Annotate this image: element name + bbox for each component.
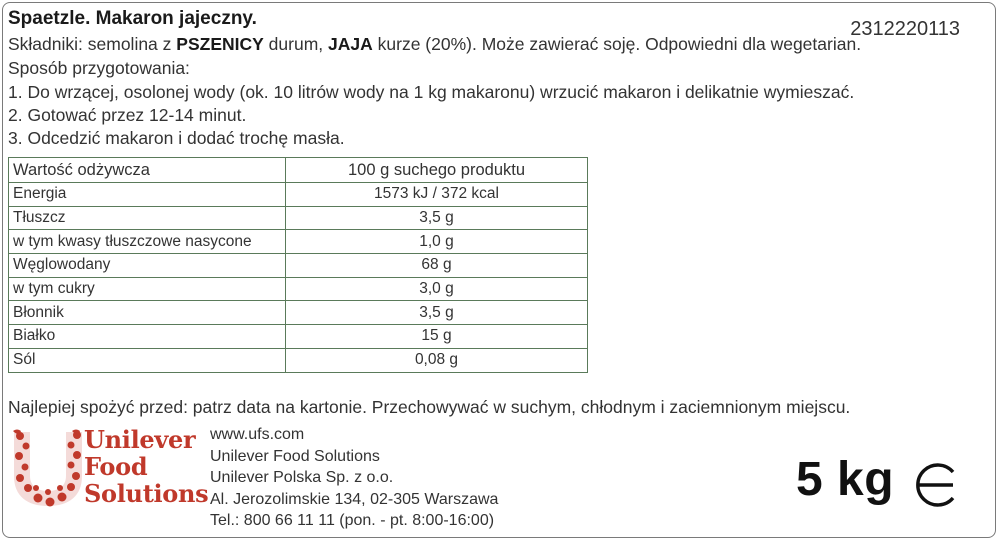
nutrient-label: w tym kwasy tłuszczowe nasycone — [9, 230, 286, 254]
table-row — [9, 183, 588, 207]
table-row — [9, 277, 588, 301]
contact-company: Unilever Food Solutions — [210, 447, 380, 465]
allergen-egg: JAJA — [328, 34, 373, 54]
table-row — [9, 301, 588, 325]
contact-block — [210, 424, 498, 532]
brand-line-1: Unilever — [84, 425, 196, 454]
contact-address: Al. Jerozolimskie 134, 02-305 Warszawa — [210, 490, 499, 508]
nutrition-header-label: Wartość odżywcza — [9, 158, 286, 183]
nutrient-value: 15 g — [286, 325, 588, 349]
product-title: Spaetzle. Makaron jajeczny. — [8, 8, 257, 29]
batch-code: 2312220113 — [850, 18, 960, 40]
nutrient-label: w tym cukry — [9, 277, 286, 301]
net-weight: 5 kg — [796, 453, 895, 506]
nutrient-label: Sól — [9, 348, 286, 372]
ingredients-line — [8, 34, 861, 55]
nutrient-value: 3,5 g — [286, 206, 588, 230]
nutrient-value: 68 g — [286, 254, 588, 278]
contact-entity: Unilever Polska Sp. z o.o. — [210, 469, 394, 486]
storage-note: Najlepiej spożyć przed: patrz data na kartonie. Przechowywać w suchym, chłodnym i zaciemnionym miejscu. — [8, 397, 851, 417]
contact-phone: Tel.: 800 66 11 11 (pon. - pt. 8:00-16:00) — [210, 512, 495, 529]
ingredients-prefix: Składniki: semolina z — [8, 34, 177, 54]
ingredients-suffix: kurze (20%). Może zawierać soję. Odpowiedni dla wegetarian. — [372, 34, 862, 54]
preparation-step-1: 1. Do wrzącej, osolonej wody (ok. 10 litrów wody na 1 kg makaronu) wrzucić makaron i delikatnie wymieszać. — [8, 82, 855, 102]
nutrient-value: 1,0 g — [286, 230, 588, 254]
nutrient-label: Energia — [9, 183, 286, 207]
contact-website: www.ufs.com — [210, 426, 305, 443]
preparation-step-2: 2. Gotować przez 12-14 minut. — [8, 105, 247, 125]
table-row — [9, 348, 588, 372]
nutrient-value: 3,5 g — [286, 301, 588, 325]
estimated-sign-icon — [913, 460, 959, 510]
preparation-heading: Sposób przygotowania: — [8, 58, 190, 78]
nutrient-label: Błonnik — [9, 301, 286, 325]
table-row — [9, 230, 588, 254]
nutrition-header-value: 100 g suchego produktu — [286, 158, 588, 183]
table-row — [9, 206, 588, 230]
brand-wordmark — [84, 426, 208, 507]
nutrient-label: Białko — [9, 325, 286, 349]
brand-line-3: Solutions — [84, 479, 209, 508]
nutrition-header-row — [9, 158, 588, 183]
brand-line-2: Food — [84, 452, 148, 481]
table-row — [9, 325, 588, 349]
table-row — [9, 254, 588, 278]
preparation-step-3: 3. Odcedzić makaron i dodać trochę masła. — [8, 128, 345, 148]
allergen-wheat: PSZENICY — [176, 34, 264, 54]
nutrient-label: Węglowodany — [9, 254, 286, 278]
ingredients-mid: durum, — [263, 34, 329, 54]
nutrient-label: Tłuszcz — [9, 206, 286, 230]
nutrient-value: 0,08 g — [286, 348, 588, 372]
nutrition-table — [8, 157, 588, 373]
nutrient-value: 3,0 g — [286, 277, 588, 301]
nutrient-value: 1573 kJ / 372 kcal — [286, 183, 588, 207]
